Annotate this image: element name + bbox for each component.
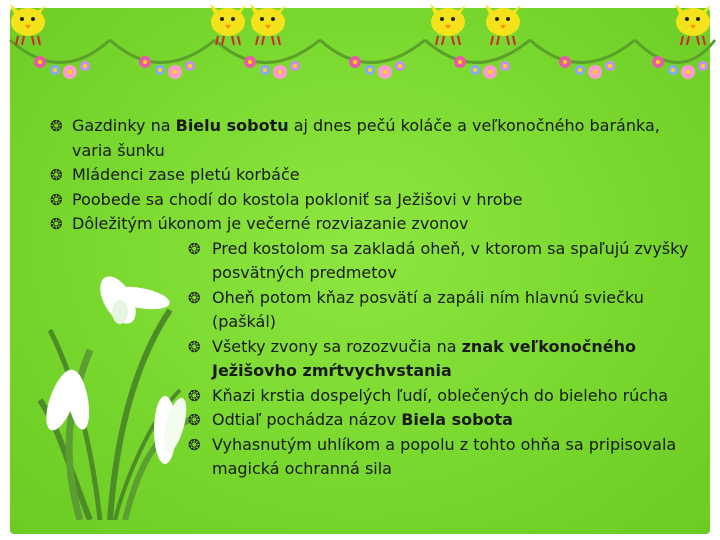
bullet-icon: ❂ (50, 166, 63, 184)
text-segment: Kňazi krstia dospelých ľudí, oblečených do bieleho rúcha (212, 385, 669, 405)
bullet-icon: ❂ (188, 239, 201, 258)
sub-list-item (188, 433, 690, 482)
text-segment: Poobede sa chodí do kostola pokloniť sa Ježišovi v hrobe (72, 189, 523, 209)
bullet-icon: ❂ (188, 337, 201, 356)
sub-list-item (188, 408, 690, 433)
bold-text: znak veľkonočného Ježišovho zmŕtvychvstania (212, 336, 636, 380)
chick-garland-decoration (0, 0, 720, 100)
text-segment: Pred kostolom sa zakladá oheň, v ktorom sa spaľujú zvyšky posvätných predmetov (212, 238, 689, 282)
text-segment: Gazdinky na (72, 116, 176, 135)
list-item (50, 163, 690, 188)
list-item (50, 188, 690, 213)
main-items (50, 114, 690, 237)
bold-text: Biela sobota (401, 410, 513, 429)
sub-list-item (188, 384, 690, 409)
bullet-icon: ❂ (188, 386, 201, 405)
text-segment: Všetky zvony sa rozozvučia na (212, 336, 462, 356)
sub-list-item (188, 237, 690, 286)
text-segment: aj dnes pečú koláče a veľkonočného baránka, varia šunku (72, 116, 660, 160)
bullet-icon: ❂ (50, 190, 63, 209)
sub-list-item (188, 286, 690, 335)
text-segment: Odtiaľ pochádza názov (212, 410, 402, 429)
sub-list-item (188, 335, 690, 384)
text-segment: Dôležitým úkonom je večerné rozviazanie zvonov (72, 214, 469, 233)
sub-items (50, 237, 690, 482)
text-segment: Vyhasnutým uhlíkom a popolu z tohto ohňa sa pripisovala magická ochranná sila (212, 434, 677, 478)
text-segment: Mládenci zase pletú korbáče (72, 165, 300, 184)
bullet-list (50, 114, 690, 482)
bold-text: Bielu sobotu (175, 116, 289, 135)
bullet-icon: ❂ (188, 288, 201, 307)
bullet-icon: ❂ (188, 435, 201, 454)
list-item (50, 212, 690, 237)
list-item (50, 114, 690, 163)
bullet-icon: ❂ (50, 117, 63, 135)
text-segment: Oheň potom kňaz posvätí a zapáli ním hlavnú sviečku (paškál) (212, 287, 644, 331)
bullet-icon: ❂ (50, 215, 63, 233)
bullet-icon: ❂ (188, 411, 201, 429)
